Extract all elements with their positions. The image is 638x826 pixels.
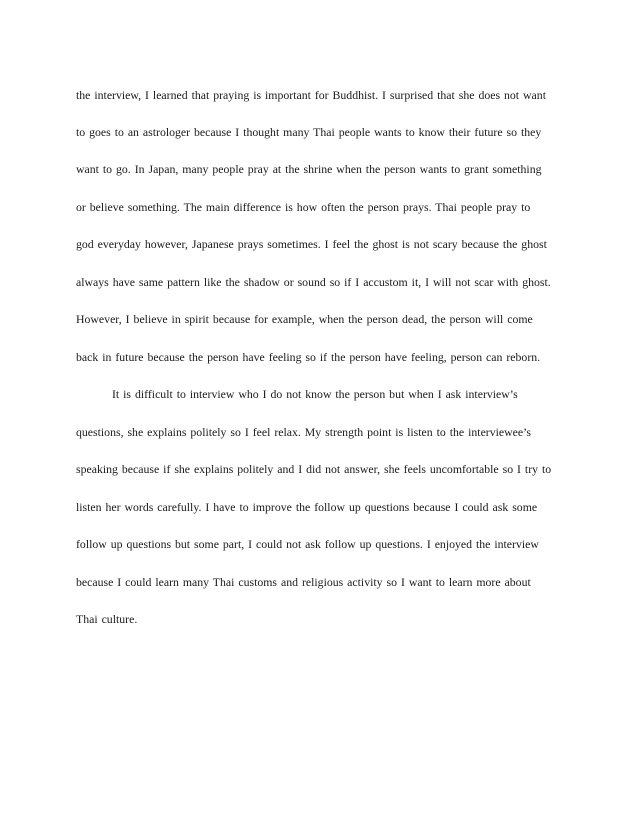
text-line-1: the interview, I learned that praying is important for Buddhist. I surprised that she does not want bbox=[76, 88, 546, 102]
text-line-7: However, I believe in spirit because for example, when the person dead, the person will come bbox=[76, 312, 533, 326]
text-line-4: or believe something. The main difference is how often the person prays. Thai people pray to bbox=[76, 200, 531, 214]
text-line-10: questions, she explains politely so I feel relax. My strength point is listen to the interviewee’s bbox=[76, 425, 532, 439]
text-line-8: back in future because the person have feeling so if the person have feeling, person can reborn. bbox=[76, 350, 541, 364]
text-line-12: listen her words carefully. I have to improve the follow up questions because I could ask some bbox=[76, 500, 538, 514]
text-line-5: god everyday however, Japanese prays sometimes. I feel the ghost is not scary because the ghost bbox=[76, 237, 547, 251]
text-line-14: because I could learn many Thai customs and religious activity so I want to learn more about bbox=[76, 575, 531, 589]
text-line-2: to goes to an astrologer because I thought many Thai people wants to know their future so they bbox=[76, 125, 542, 139]
text-line-13: follow up questions but some part, I could not ask follow up questions. I enjoyed the interview bbox=[76, 537, 539, 551]
text-line-3: want to go. In Japan, many people pray at the shrine when the person wants to grant something bbox=[76, 162, 542, 176]
text-line-6: always have same pattern like the shadow or sound so if I accustom it, I will not scar with ghost. bbox=[76, 275, 551, 289]
text-line-11: speaking because if she explains politely and I did not answer, she feels uncomfortable so I try to bbox=[76, 462, 552, 476]
text-line-9: It is difficult to interview who I do not know the person but when I ask interview’s bbox=[112, 387, 518, 401]
text-line-15: Thai culture. bbox=[76, 612, 138, 626]
